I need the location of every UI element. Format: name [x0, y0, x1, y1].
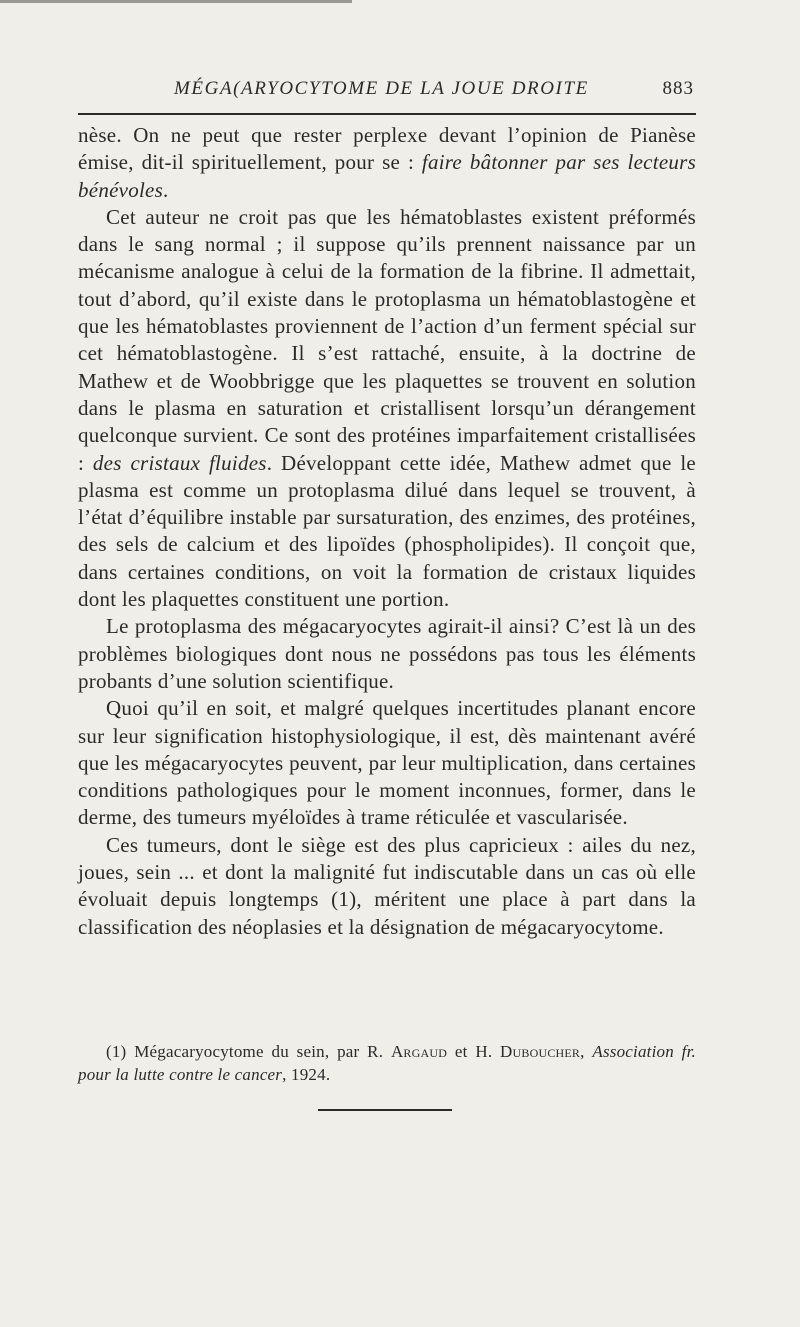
- paragraph-2: [78, 204, 696, 613]
- paragraph-1-italic: faire bâtonner par ses lecteurs bénévoles: [78, 150, 696, 202]
- scan-top-edge: [0, 0, 352, 3]
- running-title: MÉGA(ARYOCYTOME DE LA JOUE DROITE: [174, 78, 589, 99]
- footnote-1: [78, 1040, 696, 1086]
- paragraph-2-italic: des cristaux fluides: [92, 450, 267, 475]
- footnote-text: et H.: [447, 1042, 501, 1061]
- paragraph-2-text: Cet auteur ne croit pas que les hématoblastes existent préformés dans le sang normal ; il suppose qu’ils prennent naissance par un mécanisme analogue à celui de la formation de la fibrine. Il admettait, tout d’abord, qu’il existe dans le protoplasma un hématoblastogène et que les hématoblastes proviennent de l’action d’un ferment spécial sur cet hématoblastogène. Il s’est rattaché, ensuite, à la doctrine de Mathew et de Woobbrigge que les plaquettes se trouvent en solution dans le plasma en saturation et cristallisent lorsqu’un dérangement quelconque survient. Ce sont des protéines imparfaitement cristallisées :: [78, 204, 696, 475]
- footnote-mark: (1): [106, 1042, 127, 1061]
- paragraph-1-end: .: [163, 177, 169, 202]
- footnote-year: , 1924.: [282, 1065, 331, 1084]
- footnote-journal: Association fr. pour la lutte contre le cancer: [78, 1042, 696, 1084]
- paragraph-3: Le protoplasma des mégacaryocytes agirait-il ainsi? C’est là un des problèmes biologiques dont nous ne possédons pas tous les éléments probants d’une solution scientifique.: [78, 614, 696, 693]
- footnote-author-1: Argaud: [390, 1042, 448, 1061]
- paragraph-2-end: . Développant cette idée, Mathew admet que le plasma est comme un protoplasma dilué dans lequel se trouvent, à l’état d’équilibre instable par sursaturation, des enzimes, des protéines, des sels de calcium et des lipoïdes (phospholipides). Il conçoit que, dans certaines conditions, on voit la formation de cristaux liquides dont les plaquettes constituent une portion.: [78, 450, 696, 612]
- page-number: 883: [662, 78, 694, 99]
- header-rule: [78, 113, 696, 115]
- footnote-text: ,: [580, 1042, 593, 1061]
- paragraph-1-text: nèse. On ne peut que rester perplexe devant l’opinion de Pianèse émise, dit-il spirituellement, pour se :: [78, 123, 696, 175]
- paragraph-1: [78, 122, 696, 204]
- paragraph-5: Ces tumeurs, dont le siège est des plus capricieux : ailes du nez, joues, sein ... et dont la malignité fut indiscutable dans un cas où elle évoluait depuis longtemps (1), méritent une place à part dans la classification des néoplasies et la désignation de mégacaryocytome.: [78, 832, 696, 939]
- running-head: [78, 76, 696, 104]
- paragraph-4: Quoi qu’il en soit, et malgré quelques incertitudes planant encore sur leur signification histophysiologique, il est, dès maintenant avéré que les mégacaryocytes peuvent, par leur multiplication, dans certaines conditions pathologiques pour le moment inconnues, former, dans le derme, des tumeurs myéloïdes à trame réticulée et vascularisée.: [78, 696, 696, 830]
- footnote-author-2: Duboucher: [500, 1042, 581, 1061]
- body-text: [78, 122, 696, 941]
- end-rule: [318, 1109, 452, 1111]
- footnote: [78, 1040, 696, 1086]
- footnote-text: Mégacaryocytome du sein, par R.: [126, 1042, 391, 1061]
